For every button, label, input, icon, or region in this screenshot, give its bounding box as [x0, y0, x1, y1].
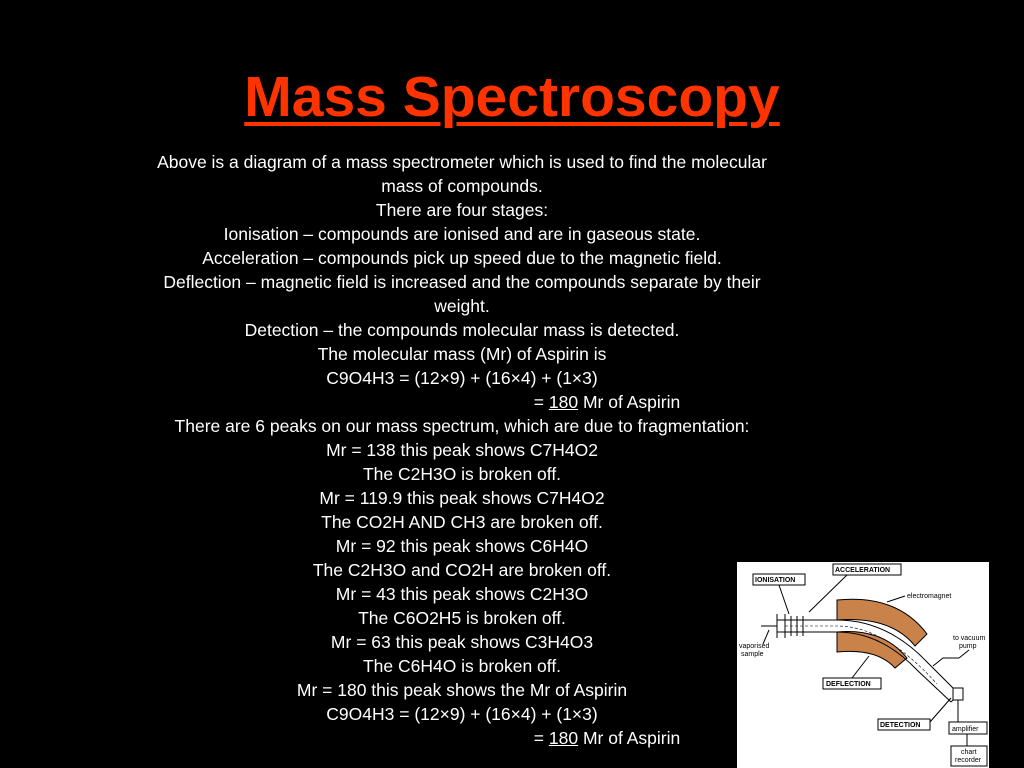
recorder-label: recorder — [955, 757, 982, 764]
peak-note: The C2H3O is broken off. — [362, 464, 562, 484]
amplifier-label: amplifier — [952, 726, 979, 733]
vacuum-label: to vacuum — [953, 635, 986, 642]
deflection-label: DEFLECTION — [826, 681, 871, 688]
result-value: 180 — [548, 392, 579, 412]
peak-note: The CO2H AND CH3 are broken off. — [321, 512, 603, 532]
body-line: Above is a diagram of a mass spectrometer which is used to find the molecular — [157, 152, 767, 172]
peak-line: Mr = 138 this peak shows C7H4O2 — [326, 440, 598, 460]
body-line: There are four stages: — [375, 200, 549, 220]
body-line: mass of compounds. — [381, 176, 543, 196]
body-line: Acceleration – compounds pick up speed due to the magnetic field. — [202, 248, 722, 268]
body-line: Ionisation – compounds are ionised and are in gaseous state. — [223, 224, 701, 244]
peak-line: Mr = 119.9 this peak shows C7H4O2 — [319, 488, 605, 508]
body-line: There are 6 peaks on our mass spectrum, which are due to fragmentation: — [174, 416, 750, 436]
result-line — [112, 726, 812, 750]
mass-spectrometer-diagram — [737, 562, 989, 768]
body-line: weight. — [434, 296, 490, 316]
electromagnet-label: electromagnet — [907, 593, 952, 600]
body-line: Deflection – magnetic field is increased and the compounds separate by their — [163, 272, 761, 292]
detection-label: DETECTION — [880, 722, 921, 729]
result-suffix: Mr of Aspirin — [578, 392, 681, 412]
peak-line: Mr = 180 this peak shows the Mr of Aspirin — [296, 680, 628, 700]
result-line — [112, 390, 812, 414]
vaporised-label: vaporised — [739, 643, 770, 650]
slide-body — [112, 150, 812, 750]
vacuum-pipe — [933, 658, 959, 666]
peak-note: The C6O2H5 is broken off. — [358, 608, 566, 628]
peak-line: Mr = 92 this peak shows C6H4O — [335, 536, 589, 556]
body-line: The molecular mass (Mr) of Aspirin is — [317, 344, 607, 364]
acceleration-label: ACCELERATION — [835, 567, 891, 574]
chart-label: chart — [961, 749, 977, 756]
sample-label: sample — [741, 651, 764, 658]
peak-line: Mr = 63 this peak shows C3H4O3 — [330, 632, 594, 652]
peak-note: The C2H3O and CO2H are broken off. — [312, 560, 612, 580]
slide-title: Mass Spectroscopy — [244, 65, 780, 129]
result-suffix: Mr of Aspirin — [578, 728, 681, 748]
result-prefix: = — [533, 728, 549, 748]
detector — [953, 688, 963, 700]
pump-label: pump — [959, 643, 977, 650]
peak-note: The C6H4O is broken off. — [362, 656, 562, 676]
ionisation-label: IONISATION — [755, 577, 796, 584]
result-prefix: = — [533, 392, 549, 412]
formula-line: C9O4H3 = (12×9) + (16×4) + (1×3) — [326, 704, 598, 724]
peak-line: Mr = 43 this peak shows C2H3O — [335, 584, 589, 604]
formula-line: C9O4H3 = (12×9) + (16×4) + (1×3) — [326, 368, 598, 388]
result-value: 180 — [548, 728, 579, 748]
body-line: Detection – the compounds molecular mass is detected. — [244, 320, 680, 340]
